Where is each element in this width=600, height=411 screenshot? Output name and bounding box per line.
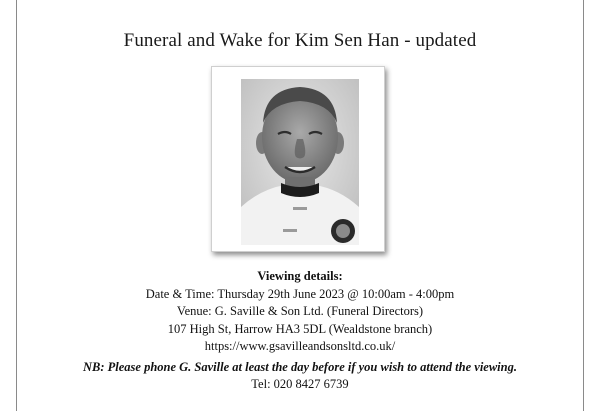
portrait-image — [241, 79, 359, 245]
viewing-phone: Tel: 020 8427 6739 — [251, 377, 349, 391]
viewing-heading: Viewing details: — [257, 269, 343, 283]
viewing-note: NB: Please phone G. Saville at least the day before if you wish to attend the viewing. — [82, 359, 517, 374]
viewing-venue: Venue: G. Saville & Son Ltd. (Funeral Directors) — [176, 304, 424, 318]
viewing-details — [17, 268, 583, 394]
document-page — [16, 0, 584, 411]
page-title: Funeral and Wake for Kim Sen Han - updated — [123, 30, 477, 51]
viewing-address: 107 High St, Harrow HA3 5DL (Wealdstone branch) — [167, 321, 433, 336]
portrait-frame — [211, 66, 385, 252]
viewing-datetime: Date & Time: Thursday 29th June 2023 @ 10:00am - 4:00pm — [145, 286, 455, 301]
portrait-photo — [241, 79, 359, 245]
viewing-website: https://www.gsavilleandsonsltd.co.uk/ — [204, 339, 396, 353]
